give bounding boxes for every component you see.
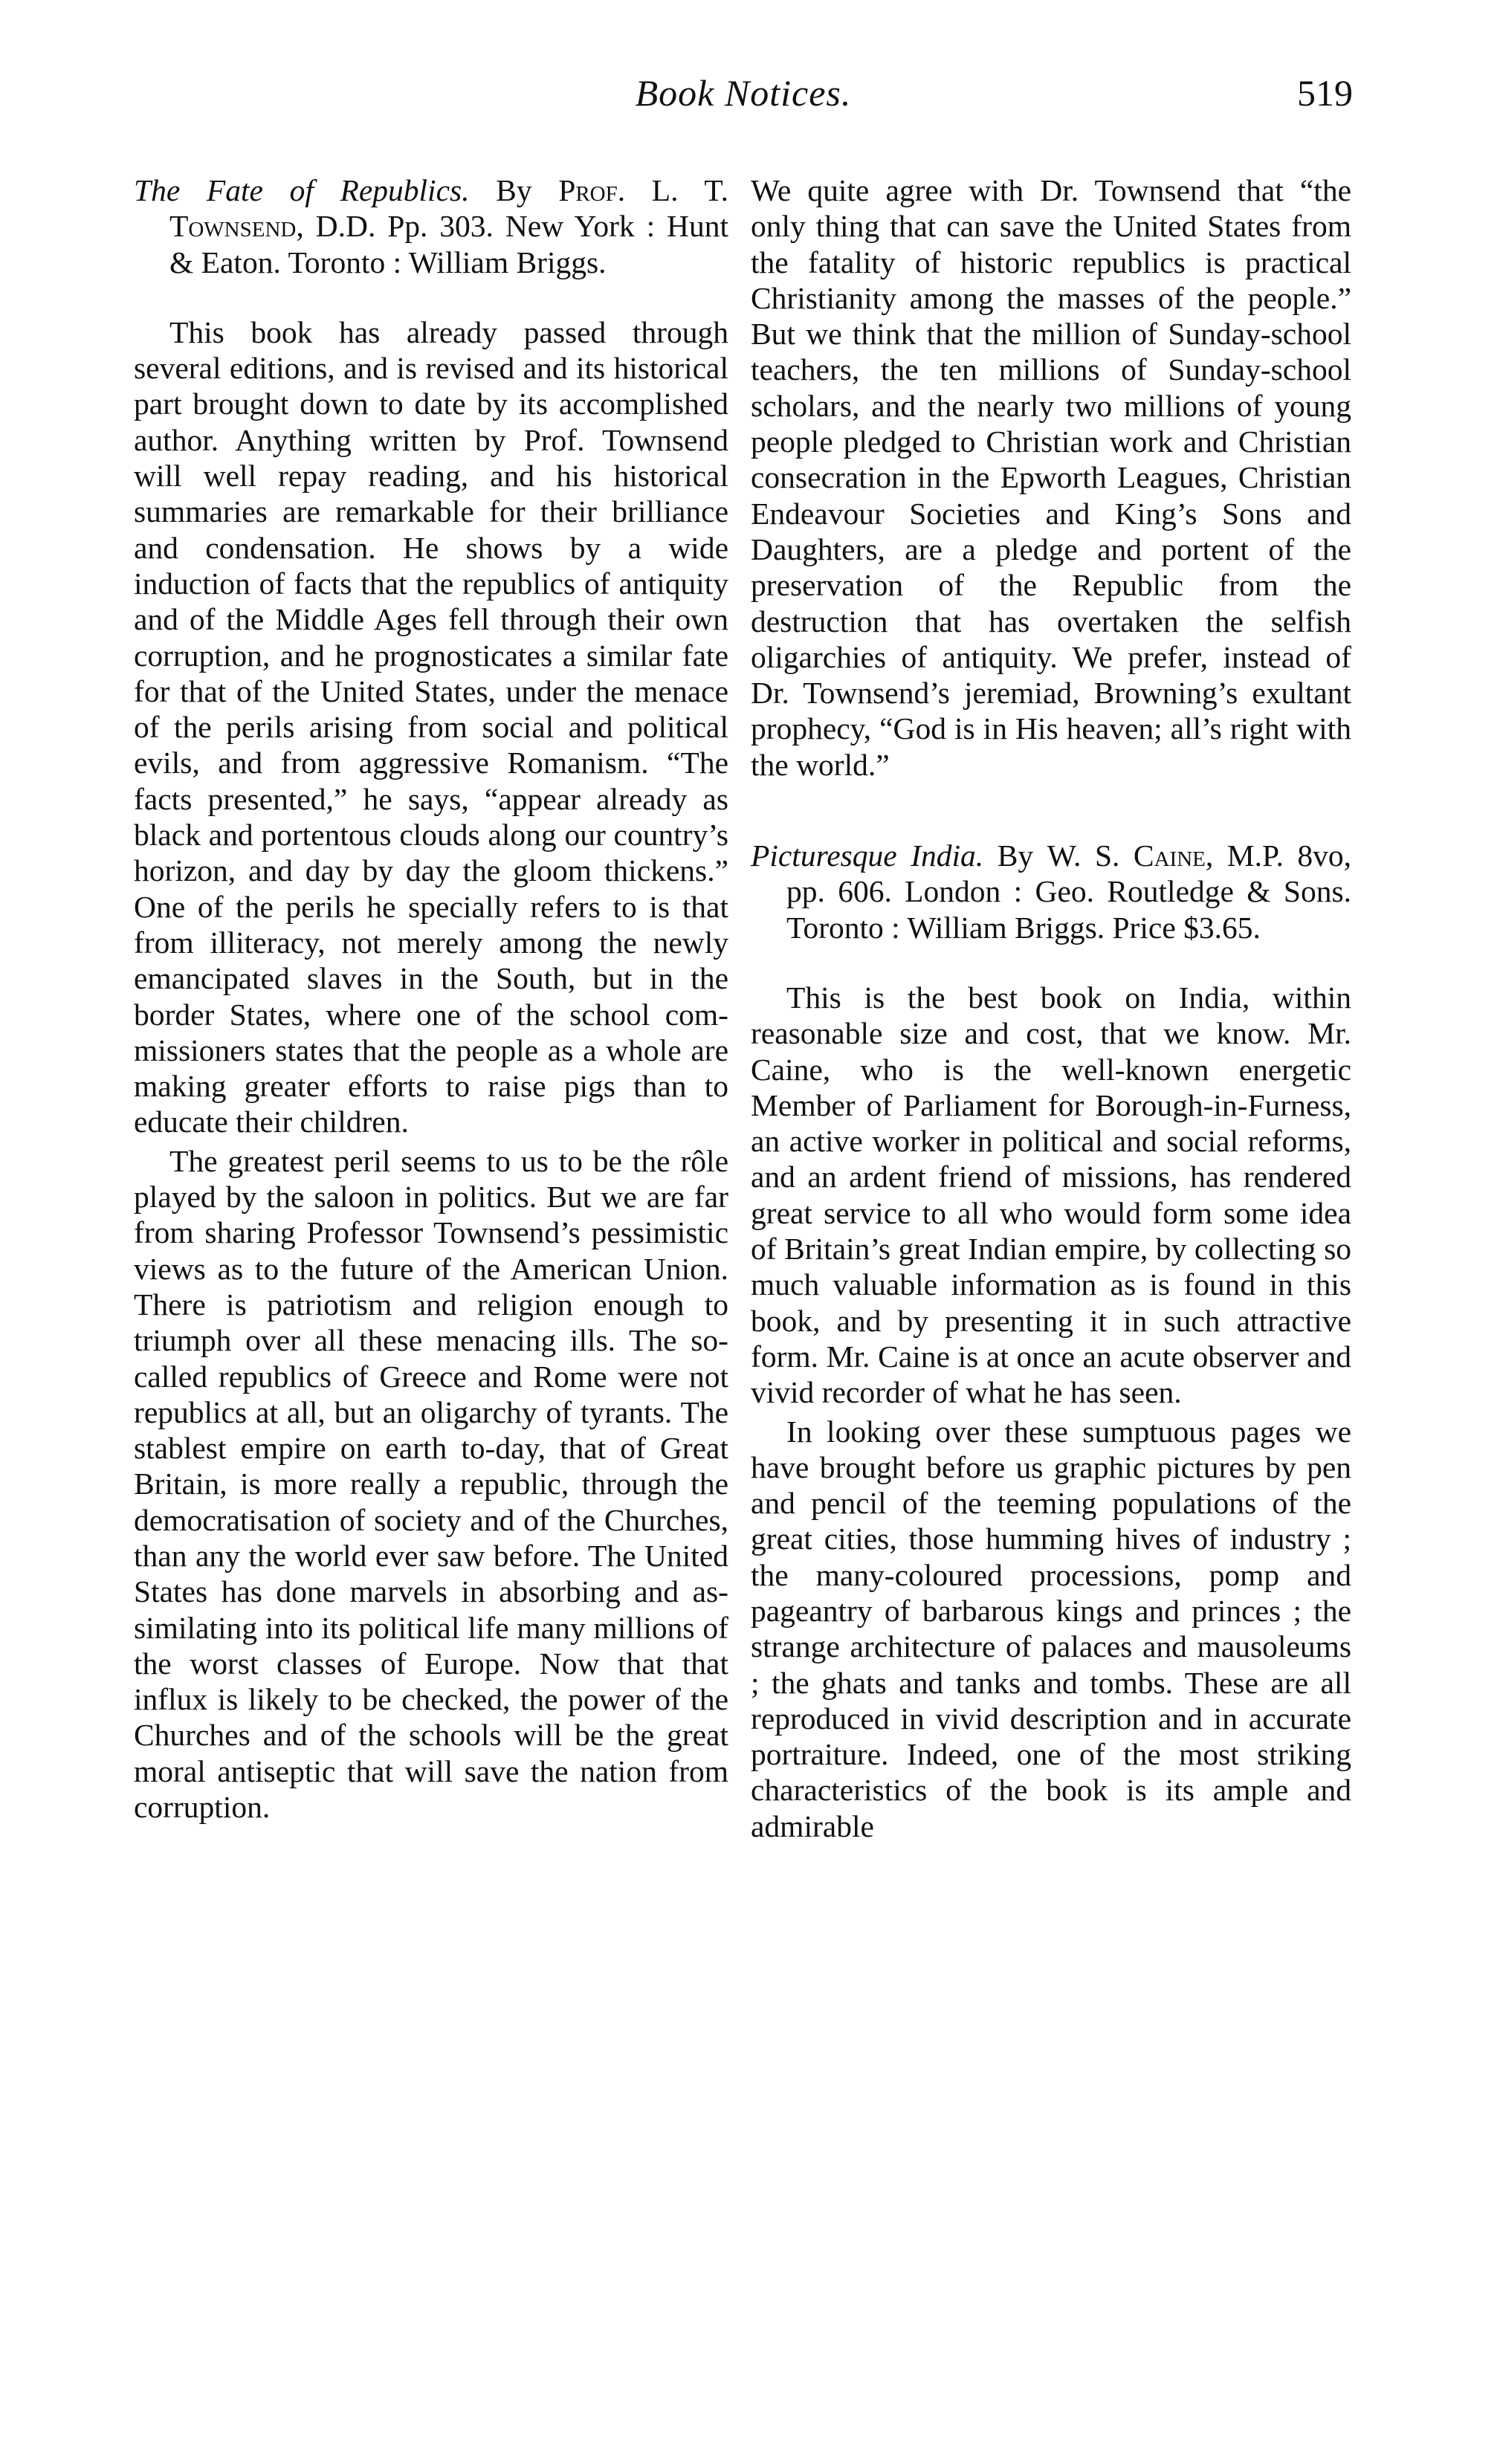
running-head <box>134 71 1353 131</box>
book-author: W. S. Caine, <box>1047 838 1214 873</box>
citation-by: By <box>997 838 1034 873</box>
book-author: Prof. L. T. Townsend, <box>169 173 728 244</box>
book-title: Picturesque India. <box>751 838 984 873</box>
publication-details: D.D. Pp. 303. New York : Hunt & Eaton. Toronto : William Briggs. <box>169 209 729 279</box>
review-paragraph: The greatest peril seems to us to be the rôle played by the saloon in politics. But we are far from sharing Professor Townsend’s pessimistic views as to the future of the American Union. There is patriotism and religion enough to triumph over all these menacing ills. The so-called republics of Greece and Rome were not republics at all, but an oligarchy of tyrants. The stablest empire on earth to-day, that of Great Britain, is more really a republic, through the democratisation of society and of the Churches, than any the world ever saw before. The United States has done marvels in absorbing and assimilating into its political life many millions of the worst classes of Europe. Now that that influx is likely to be checked, the power of the Churches and of the schools will be the great moral antiseptic that will save the nation from corruption. <box>134 1143 728 1825</box>
right-column <box>751 172 1351 1844</box>
left-column <box>134 172 728 1825</box>
publication-details: M.P. 8vo, pp. 606. London : Geo. Routledge & Sons. Toronto : William Briggs. Price $3.65. <box>786 838 1352 945</box>
review-paragraph: This book has already passed through several editions, and is revised and its historical part brought down to date by its accomplished author. Anything written by Prof. Townsend will well repay reading, and his historical summaries are remarkable for their brilliance and condensation. He shows by a wide induction of facts that the republics of antiquity and of the Middle Ages fell through their own corruption, and he prognosticates a similar fate for that of the United States, under the menace of the perils arising from social and political evils, and from aggressive Romanism. “The facts presented,” he says, “appear already as black and portentous clouds along our country’s horizon, and day by day the gloom thickens.” One of the perils he specially refers to is that from illiteracy, not merely among the newly emancipated slaves in the South, but in the border States, where one of the school commissioners states that the people as a whole are making greater efforts to raise pigs than to educate their children. <box>134 314 728 1139</box>
review-paragraph: This is the best book on India, within reasonable size and cost, that we know. Mr. Caine, who is the well-known energetic Member of Parliament for Borough-in-Furness, an active worker in political and social reforms, and an ardent friend of missions, has rendered great service to all who would form some idea of Britain’s great Indian empire, by collecting so much valuable information as is found in this book, and by presenting it in such attractive form. Mr. Caine is at once an acute observer and vivid recorder of what he has seen. <box>751 980 1351 1410</box>
running-title: Book Notices. <box>635 72 852 114</box>
review-paragraph-continued: We quite agree with Dr. Townsend that “the only thing that can save the United States from the fatality of historic republics is practical Christianity among the masses of the people.” But we think that the million of Sunday-school teachers, the ten millions of Sunday-school scholars, and the nearly two millions of young people pledged to Christian work and Christian consecration in the Epworth Leagues, Christian Endeavour Societies and King’s Sons and Daughters, are a pledge and portent of the preservation of the Republic from the destruction that has overtaken the selfish oligarchies of antiquity. We prefer, instead of Dr. Townsend’s jeremiad, Browning’s exultant prophecy, “God is in His heaven; all’s right with the world.” <box>751 173 1351 782</box>
citation-by: By <box>496 173 532 207</box>
book-title: The Fate of Republics. <box>134 173 470 207</box>
review-paragraph: In looking over these sumptuous pages we have brought before us graphic pictures by pen and pencil of the teeming populations of the great cities, those humming hives of industry ; the many-coloured processions, pomp and pageantry of barbarous kings and princes ; the strange architecture of palaces and mausoleums ; the ghats and tanks and tombs. These are all reproduced in vivid description and in accurate portraiture. Indeed, one of the most striking characteristics of the book is its ample and admirable <box>751 1414 1351 1843</box>
section-spacer <box>751 783 1351 838</box>
review-citation-picturesque-india <box>751 838 1351 945</box>
review-citation-fate-of-republics <box>134 172 728 280</box>
page-number: 519 <box>1297 72 1353 114</box>
